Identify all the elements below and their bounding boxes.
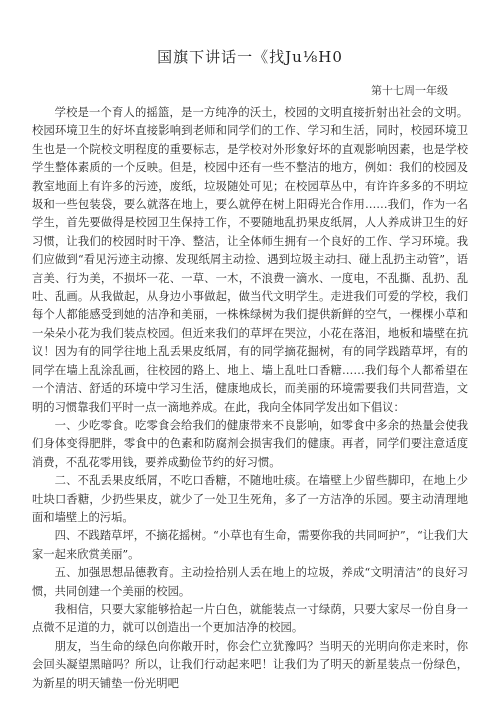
paragraph: 一、少吃零食。吃零食会给我们的健康带来不良影响，如零食中多余的热量会使我们身体变得肥胖，零食中的色素和防腐剂会损害我们的健康。再者，同学们要注意适度消费，不乱花零用钱，要养成勤俭节约的好习惯。 bbox=[32, 418, 468, 469]
paragraph: 五、加强思想品德教育。主动捡拾别人丢在地上的垃圾，养成“文明清洁”的良好习惯，共同创建一个美丽的校园。 bbox=[32, 566, 468, 598]
paragraph: 二、不乱丢果皮纸屑，不吃口香糖，不随地吐痰。在墙壁上少留些脚印，在地上少吐块口香糖，少扔些果皮，就少了一处卫生死角，多了一方洁净的乐园。要主动清理地面和墙壁上的污垢。 bbox=[32, 474, 468, 524]
document-title: 国旗下讲话一《找Ju⅛H0 bbox=[157, 48, 343, 66]
document-subtitle: 第十七周一年级 bbox=[371, 84, 448, 97]
document-body bbox=[32, 104, 468, 693]
paragraph: 朋友，当生命的绿色向你敞开时，你会伫立犹豫吗？当明天的光明向你走来时，你会回头凝望黑暗吗？所以，让我们行动起来吧！让我们为了明天的新星装点一份绿色，为新星的明天铺垫一份光明吧 bbox=[32, 639, 468, 690]
paragraph: 我相信，只要大家能够拾起一片白色，就能装点一寸绿荫，只要大家尽一份自身一点微不足道的力，就可以创造出一个更加洁净的校园。 bbox=[32, 602, 468, 635]
paragraph: 学校是一个育人的摇篮，是一方纯净的沃土，校园的文明直接折射出社会的文明。校园环境卫生的好坏直接影响到老师和同学们的工作、学习和生活，同时，校园环境卫生也是一个院校文明程度的重要标志，是学校对外形象好坏的直观影响因素，也是学校学生整体素质的一个反映。但是，校园中还有一些不整洁的地方，例如：我们的校园及教室地面上有许多的污迹，废纸，垃圾随处可见；在校园草丛中，有许许多多的不明垃圾和一些包装袋，要么就落在地上，要么就停在树上阳碍光合作用……我们，作为一名学生，首先要做得是校园卫生保持工作，不要随地乱扔果皮纸屑，人人养成讲卫生的好习惯，让我们的校园时时干净、整洁，让全体师生拥有一个良好的工作、学习环境。我们应做到“看见污迹主动擦、发现纸屑主动捡、遇到垃圾主动扫、碰上乱扔主动管”，语言美、行为美，不损坏一花、一草、一木，不浪费一滴水、一度电，不乱撕、乱扔、乱吐、乱画。从我做起，从身边小事做起，做当代文明学生。走进我们可爱的学校，我们每个人都能感受到她的洁净和美丽，一株株绿树为我们提供新鲜的空气，一棵棵小草和一朵朵小花为我们装点校园。但近来我们的草坪在哭泣，小花在落泪，地板和墙壁在抗议！因为有的同学往地上乱丢果皮纸屑，有的同学摘花掘树，有的同学践踏草坪，有的同学在墙上乱涂乱画，往校园的路上、地上、墙上乱吐口香糖……我们每个人都希望在一个清洁、舒适的环境中学习生活，健康地成长，而美丽的环境需要我们共同营造，文明的习惯靠我们平时一点一滴地养成。在此，我向全体同学发出如下倡议： bbox=[32, 106, 468, 414]
paragraph: 四、不践踏草坪，不摘花摇树。“小草也有生命，需要你我的共同呵护”，“让我们大家一起来欣赏美丽”。 bbox=[32, 529, 468, 561]
